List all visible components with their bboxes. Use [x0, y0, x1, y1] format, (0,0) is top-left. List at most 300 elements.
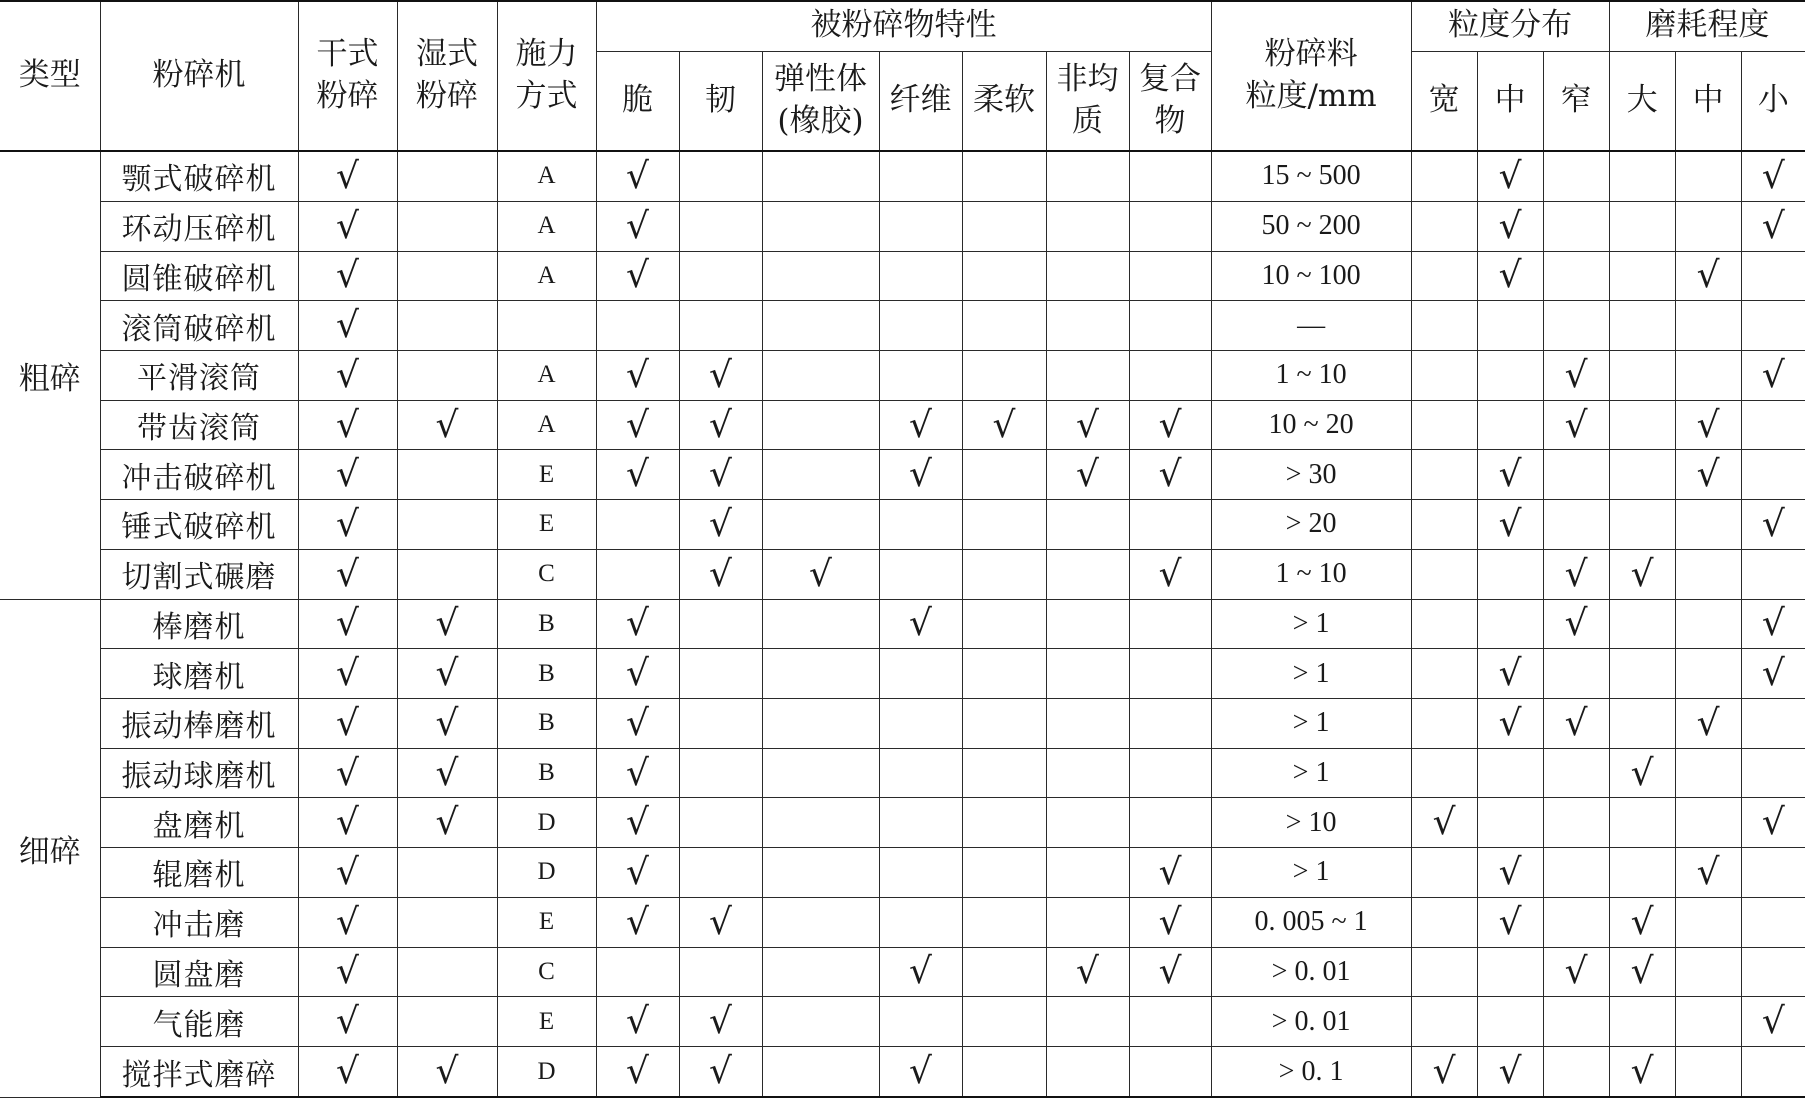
narrow-cell — [1543, 798, 1609, 848]
dry-check-icon: √ — [298, 151, 397, 201]
wet-check-icon: √ — [397, 748, 497, 798]
crusher-name: 振动棒磨机 — [100, 698, 298, 748]
narrow-cell — [1543, 450, 1609, 500]
force-cell: B — [497, 748, 596, 798]
size-cell: 15 ~ 500 — [1211, 151, 1411, 201]
dist-medium-cell — [1477, 748, 1543, 798]
wear-medium-cell — [1675, 599, 1741, 649]
fiber-cell — [879, 897, 962, 947]
composite-check-icon: √ — [1129, 848, 1211, 898]
dist-medium-cell — [1477, 549, 1543, 599]
force-cell: B — [497, 649, 596, 699]
wide-cell — [1411, 500, 1477, 550]
header-dist-medium: 中 — [1477, 51, 1543, 151]
size-cell: > 0. 1 — [1211, 1047, 1411, 1098]
wear-low-cell — [1741, 748, 1805, 798]
tough-cell — [679, 301, 762, 351]
brittle-check-icon: √ — [596, 748, 679, 798]
wear-high-cell — [1609, 698, 1675, 748]
soft-cell — [962, 549, 1046, 599]
nonuniform-cell — [1046, 649, 1129, 699]
tough-cell — [679, 599, 762, 649]
wet-check-icon: √ — [397, 400, 497, 450]
dry-check-icon: √ — [298, 897, 397, 947]
crusher-name: 滚筒破碎机 — [100, 301, 298, 351]
brittle-check-icon: √ — [596, 251, 679, 301]
wear-low-check-icon: √ — [1741, 997, 1805, 1047]
dry-check-icon: √ — [298, 400, 397, 450]
narrow-cell — [1543, 301, 1609, 351]
dist-medium-check-icon: √ — [1477, 649, 1543, 699]
crusher-name: 锤式破碎机 — [100, 500, 298, 550]
table-row — [0, 201, 1805, 251]
nonuniform-cell — [1046, 897, 1129, 947]
wide-cell — [1411, 649, 1477, 699]
wet-cell — [397, 251, 497, 301]
brittle-cell — [596, 549, 679, 599]
soft-cell — [962, 649, 1046, 699]
crusher-name: 圆盘磨 — [100, 947, 298, 997]
elastic-cell — [762, 251, 879, 301]
header-tough: 韧 — [679, 51, 762, 151]
composite-check-icon: √ — [1129, 450, 1211, 500]
narrow-cell — [1543, 151, 1609, 201]
wear-low-check-icon: √ — [1741, 599, 1805, 649]
dry-check-icon: √ — [298, 649, 397, 699]
wet-cell — [397, 897, 497, 947]
wear-medium-cell — [1675, 1047, 1741, 1098]
soft-cell — [962, 997, 1046, 1047]
wear-high-cell — [1609, 151, 1675, 201]
dry-check-icon: √ — [298, 201, 397, 251]
size-cell: > 30 — [1211, 450, 1411, 500]
nonuniform-cell — [1046, 350, 1129, 400]
tough-cell — [679, 251, 762, 301]
wear-high-cell — [1609, 798, 1675, 848]
wear-high-cell — [1609, 350, 1675, 400]
elastic-cell — [762, 400, 879, 450]
wide-cell — [1411, 599, 1477, 649]
wet-cell — [397, 549, 497, 599]
dist-medium-check-icon: √ — [1477, 450, 1543, 500]
table-row — [0, 599, 1805, 649]
brittle-check-icon: √ — [596, 201, 679, 251]
wet-cell — [397, 500, 497, 550]
crusher-name: 棒磨机 — [100, 599, 298, 649]
wear-high-cell — [1609, 400, 1675, 450]
dist-medium-check-icon: √ — [1477, 151, 1543, 201]
wear-high-cell — [1609, 450, 1675, 500]
force-cell: E — [497, 897, 596, 947]
wear-medium-cell — [1675, 997, 1741, 1047]
table-row — [0, 301, 1805, 351]
composite-cell — [1129, 350, 1211, 400]
header-material-properties: 被粉碎物特性 — [596, 1, 1211, 51]
fiber-cell — [879, 848, 962, 898]
wet-cell — [397, 997, 497, 1047]
wet-cell — [397, 848, 497, 898]
table-row — [0, 350, 1805, 400]
nonuniform-check-icon: √ — [1046, 947, 1129, 997]
category-coarse: 粗碎 — [0, 151, 100, 599]
table-row — [0, 400, 1805, 450]
soft-cell — [962, 848, 1046, 898]
wear-high-cell — [1609, 997, 1675, 1047]
table-header — [0, 1, 1805, 151]
soft-cell — [962, 251, 1046, 301]
fiber-check-icon: √ — [879, 599, 962, 649]
brittle-check-icon: √ — [596, 151, 679, 201]
wear-low-check-icon: √ — [1741, 649, 1805, 699]
wet-check-icon: √ — [397, 798, 497, 848]
composite-cell — [1129, 599, 1211, 649]
wear-high-cell — [1609, 649, 1675, 699]
wear-low-cell — [1741, 301, 1805, 351]
wear-medium-cell — [1675, 947, 1741, 997]
fiber-cell — [879, 649, 962, 699]
crusher-name: 振动球磨机 — [100, 748, 298, 798]
wet-check-icon: √ — [397, 1047, 497, 1098]
wide-cell — [1411, 848, 1477, 898]
elastic-cell — [762, 649, 879, 699]
nonuniform-cell — [1046, 549, 1129, 599]
dist-medium-check-icon: √ — [1477, 500, 1543, 550]
crusher-name: 带齿滚筒 — [100, 400, 298, 450]
crusher-name: 气能磨 — [100, 997, 298, 1047]
tough-cell — [679, 151, 762, 201]
composite-cell — [1129, 151, 1211, 201]
wear-low-check-icon: √ — [1741, 798, 1805, 848]
tough-check-icon: √ — [679, 400, 762, 450]
wide-cell — [1411, 997, 1477, 1047]
elastic-cell — [762, 748, 879, 798]
wear-high-cell — [1609, 848, 1675, 898]
wet-cell — [397, 947, 497, 997]
wear-high-cell — [1609, 251, 1675, 301]
composite-cell — [1129, 301, 1211, 351]
fiber-cell — [879, 698, 962, 748]
table-row — [0, 748, 1805, 798]
wear-high-check-icon: √ — [1609, 1047, 1675, 1098]
tough-cell — [679, 798, 762, 848]
soft-cell — [962, 698, 1046, 748]
dist-medium-check-icon: √ — [1477, 698, 1543, 748]
wide-cell — [1411, 350, 1477, 400]
elastic-cell — [762, 798, 879, 848]
wear-low-cell — [1741, 1047, 1805, 1098]
wide-cell — [1411, 151, 1477, 201]
dist-medium-cell — [1477, 599, 1543, 649]
elastic-check-icon: √ — [762, 549, 879, 599]
wear-high-check-icon: √ — [1609, 897, 1675, 947]
wear-low-check-icon: √ — [1741, 201, 1805, 251]
tough-check-icon: √ — [679, 897, 762, 947]
fiber-cell — [879, 997, 962, 1047]
size-cell: > 0. 01 — [1211, 997, 1411, 1047]
force-cell: D — [497, 1047, 596, 1098]
wear-medium-check-icon: √ — [1675, 848, 1741, 898]
header-nonuniform: 非均 质 — [1046, 51, 1129, 151]
dist-medium-cell — [1477, 400, 1543, 450]
force-cell: A — [497, 251, 596, 301]
crusher-name: 平滑滚筒 — [100, 350, 298, 400]
wet-check-icon: √ — [397, 698, 497, 748]
tough-check-icon: √ — [679, 997, 762, 1047]
brittle-check-icon: √ — [596, 400, 679, 450]
force-cell: D — [497, 848, 596, 898]
tough-cell — [679, 698, 762, 748]
size-cell: 50 ~ 200 — [1211, 201, 1411, 251]
wear-medium-cell — [1675, 500, 1741, 550]
dry-check-icon: √ — [298, 798, 397, 848]
wear-medium-cell — [1675, 301, 1741, 351]
composite-check-icon: √ — [1129, 947, 1211, 997]
wear-low-cell — [1741, 549, 1805, 599]
tough-cell — [679, 947, 762, 997]
crusher-name: 环动压碎机 — [100, 201, 298, 251]
nonuniform-cell — [1046, 201, 1129, 251]
header-wet-grinding: 湿式 粉碎 — [397, 1, 497, 151]
narrow-check-icon: √ — [1543, 549, 1609, 599]
wear-medium-cell — [1675, 201, 1741, 251]
wet-check-icon: √ — [397, 599, 497, 649]
header-wear-degree: 磨耗程度 — [1609, 1, 1805, 51]
wear-medium-cell — [1675, 151, 1741, 201]
fiber-cell — [879, 301, 962, 351]
dist-medium-cell — [1477, 350, 1543, 400]
fiber-check-icon: √ — [879, 400, 962, 450]
elastic-cell — [762, 599, 879, 649]
narrow-check-icon: √ — [1543, 350, 1609, 400]
size-cell: > 1 — [1211, 599, 1411, 649]
table-row — [0, 897, 1805, 947]
wet-cell — [397, 350, 497, 400]
dry-check-icon: √ — [298, 947, 397, 997]
composite-check-icon: √ — [1129, 400, 1211, 450]
narrow-cell — [1543, 897, 1609, 947]
size-cell: — — [1211, 301, 1411, 351]
wear-medium-cell — [1675, 549, 1741, 599]
fiber-cell — [879, 748, 962, 798]
wear-medium-cell — [1675, 798, 1741, 848]
table-body — [0, 151, 1805, 1097]
composite-check-icon: √ — [1129, 897, 1211, 947]
soft-check-icon: √ — [962, 400, 1046, 450]
dist-medium-check-icon: √ — [1477, 897, 1543, 947]
header-elastic: 弹性体 (橡胶) — [762, 51, 879, 151]
wear-medium-check-icon: √ — [1675, 450, 1741, 500]
wide-check-icon: √ — [1411, 798, 1477, 848]
table-row — [0, 848, 1805, 898]
dist-medium-check-icon: √ — [1477, 1047, 1543, 1098]
wet-check-icon: √ — [397, 649, 497, 699]
header-wear-low: 小 — [1741, 51, 1805, 151]
dist-medium-cell — [1477, 947, 1543, 997]
wear-low-check-icon: √ — [1741, 151, 1805, 201]
soft-cell — [962, 897, 1046, 947]
elastic-cell — [762, 151, 879, 201]
narrow-check-icon: √ — [1543, 698, 1609, 748]
narrow-cell — [1543, 997, 1609, 1047]
tough-cell — [679, 748, 762, 798]
tough-cell — [679, 649, 762, 699]
brittle-check-icon: √ — [596, 599, 679, 649]
crusher-name: 搅拌式磨碎 — [100, 1047, 298, 1098]
brittle-check-icon: √ — [596, 897, 679, 947]
wide-cell — [1411, 748, 1477, 798]
size-cell: > 0. 01 — [1211, 947, 1411, 997]
header-composite: 复合 物 — [1129, 51, 1211, 151]
force-cell: E — [497, 450, 596, 500]
dry-check-icon: √ — [298, 599, 397, 649]
wide-cell — [1411, 698, 1477, 748]
composite-cell — [1129, 997, 1211, 1047]
wear-medium-check-icon: √ — [1675, 400, 1741, 450]
nonuniform-check-icon: √ — [1046, 400, 1129, 450]
elastic-cell — [762, 201, 879, 251]
wide-cell — [1411, 301, 1477, 351]
header-type: 类型 — [0, 1, 100, 151]
wet-cell — [397, 301, 497, 351]
crusher-name: 球磨机 — [100, 649, 298, 699]
dry-check-icon: √ — [298, 350, 397, 400]
header-fiber: 纤维 — [879, 51, 962, 151]
header-size-distribution: 粒度分布 — [1411, 1, 1609, 51]
soft-cell — [962, 201, 1046, 251]
size-cell: > 1 — [1211, 748, 1411, 798]
force-cell — [497, 301, 596, 351]
wear-high-cell — [1609, 201, 1675, 251]
dry-check-icon: √ — [298, 500, 397, 550]
brittle-check-icon: √ — [596, 848, 679, 898]
force-cell: B — [497, 698, 596, 748]
composite-cell — [1129, 698, 1211, 748]
size-cell: 0. 005 ~ 1 — [1211, 897, 1411, 947]
narrow-cell — [1543, 201, 1609, 251]
brittle-cell — [596, 500, 679, 550]
brittle-check-icon: √ — [596, 649, 679, 699]
brittle-check-icon: √ — [596, 798, 679, 848]
force-cell: B — [497, 599, 596, 649]
force-cell: A — [497, 400, 596, 450]
wear-high-check-icon: √ — [1609, 748, 1675, 798]
fiber-cell — [879, 201, 962, 251]
wear-low-cell — [1741, 450, 1805, 500]
soft-cell — [962, 1047, 1046, 1098]
wide-cell — [1411, 947, 1477, 997]
narrow-cell — [1543, 649, 1609, 699]
header-wear-medium: 中 — [1675, 51, 1741, 151]
dry-check-icon: √ — [298, 1047, 397, 1098]
dist-medium-check-icon: √ — [1477, 848, 1543, 898]
size-cell: > 1 — [1211, 649, 1411, 699]
soft-cell — [962, 798, 1046, 848]
header-product-size: 粉碎料 粒度/mm — [1211, 1, 1411, 151]
dry-check-icon: √ — [298, 450, 397, 500]
size-cell: > 1 — [1211, 698, 1411, 748]
fiber-cell — [879, 500, 962, 550]
wear-high-cell — [1609, 500, 1675, 550]
brittle-check-icon: √ — [596, 450, 679, 500]
wide-cell — [1411, 549, 1477, 599]
table-row — [0, 649, 1805, 699]
wear-low-cell — [1741, 698, 1805, 748]
elastic-cell — [762, 301, 879, 351]
elastic-cell — [762, 500, 879, 550]
wear-high-check-icon: √ — [1609, 549, 1675, 599]
brittle-check-icon: √ — [596, 1047, 679, 1098]
wear-medium-cell — [1675, 649, 1741, 699]
fiber-cell — [879, 549, 962, 599]
nonuniform-cell — [1046, 251, 1129, 301]
nonuniform-cell — [1046, 1047, 1129, 1098]
header-crusher: 粉碎机 — [100, 1, 298, 151]
header-dry-grinding: 干式 粉碎 — [298, 1, 397, 151]
narrow-cell — [1543, 1047, 1609, 1098]
dry-check-icon: √ — [298, 748, 397, 798]
size-cell: > 1 — [1211, 848, 1411, 898]
nonuniform-cell — [1046, 997, 1129, 1047]
narrow-check-icon: √ — [1543, 599, 1609, 649]
dry-check-icon: √ — [298, 301, 397, 351]
size-cell: 10 ~ 100 — [1211, 251, 1411, 301]
table-row — [0, 1047, 1805, 1098]
size-cell: 1 ~ 10 — [1211, 350, 1411, 400]
force-cell: E — [497, 997, 596, 1047]
dist-medium-cell — [1477, 997, 1543, 1047]
nonuniform-cell — [1046, 599, 1129, 649]
table-row — [0, 947, 1805, 997]
header-brittle: 脆 — [596, 51, 679, 151]
composite-cell — [1129, 1047, 1211, 1098]
soft-cell — [962, 301, 1046, 351]
force-cell: A — [497, 350, 596, 400]
nonuniform-cell — [1046, 151, 1129, 201]
wet-cell — [397, 450, 497, 500]
category-fine: 细碎 — [0, 599, 100, 1097]
crusher-name: 盘磨机 — [100, 798, 298, 848]
fiber-check-icon: √ — [879, 450, 962, 500]
wet-cell — [397, 151, 497, 201]
composite-cell — [1129, 798, 1211, 848]
dist-medium-cell — [1477, 798, 1543, 848]
soft-cell — [962, 748, 1046, 798]
wear-low-check-icon: √ — [1741, 500, 1805, 550]
header-dist-wide: 宽 — [1411, 51, 1477, 151]
nonuniform-cell — [1046, 798, 1129, 848]
tough-check-icon: √ — [679, 500, 762, 550]
size-cell: > 10 — [1211, 798, 1411, 848]
wear-medium-check-icon: √ — [1675, 698, 1741, 748]
table-row — [0, 151, 1805, 201]
table-row — [0, 500, 1805, 550]
wide-cell — [1411, 201, 1477, 251]
dry-check-icon: √ — [298, 251, 397, 301]
wear-low-cell — [1741, 947, 1805, 997]
wear-high-cell — [1609, 301, 1675, 351]
header-soft: 柔软 — [962, 51, 1046, 151]
wide-cell — [1411, 251, 1477, 301]
elastic-cell — [762, 848, 879, 898]
dry-check-icon: √ — [298, 549, 397, 599]
force-cell: D — [497, 798, 596, 848]
fiber-check-icon: √ — [879, 1047, 962, 1098]
elastic-cell — [762, 997, 879, 1047]
nonuniform-cell — [1046, 500, 1129, 550]
wear-low-cell — [1741, 400, 1805, 450]
soft-cell — [962, 599, 1046, 649]
wear-low-check-icon: √ — [1741, 350, 1805, 400]
